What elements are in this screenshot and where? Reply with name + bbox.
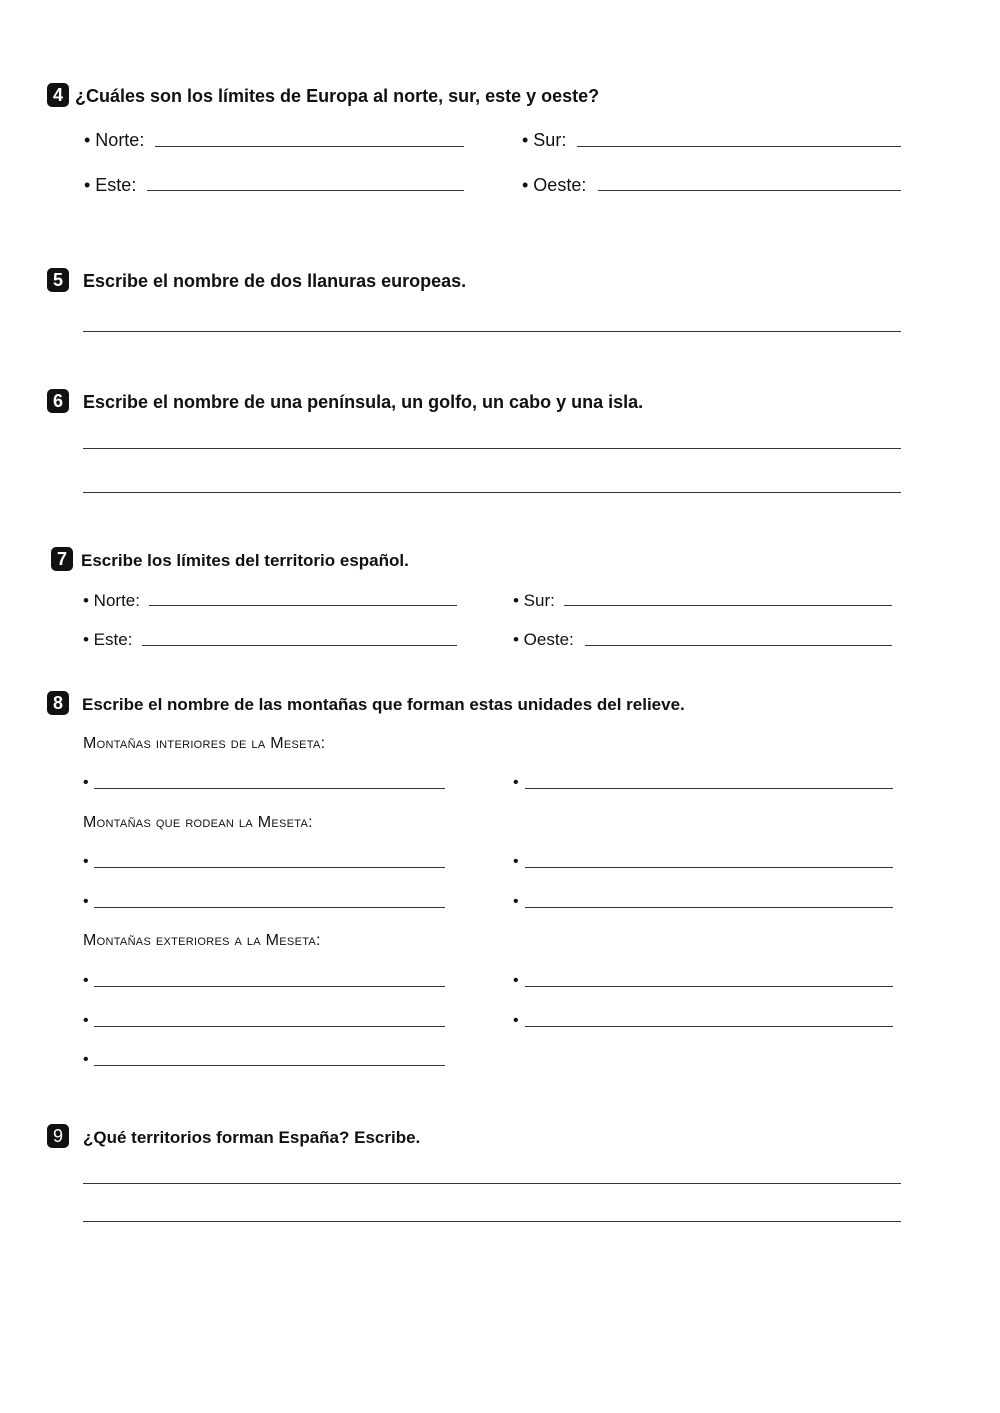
q7-sur-label: • Sur: [513, 591, 555, 610]
question-8-text: Escribe el nombre de las montañas que forman estas unidades del relieve. [82, 695, 685, 714]
question-number-5: 5 [47, 268, 69, 292]
q8-bullet: • [83, 774, 89, 791]
q8-bullet: • [83, 853, 89, 870]
q4-sur-answer-line[interactable] [577, 146, 901, 147]
q8-exteriores-line-4[interactable] [525, 1026, 893, 1027]
q8-group-exteriores-heading: Montañas exteriores a la Meseta: [83, 932, 321, 949]
q7-oeste-label: • Oeste: [513, 630, 574, 649]
q8-interiores-line-1[interactable] [94, 788, 445, 789]
q8-bullet: • [513, 774, 519, 791]
q8-bullet: • [83, 972, 89, 989]
question-number-9: 9 [47, 1124, 69, 1148]
question-9-text: ¿Qué territorios forman España? Escribe. [83, 1128, 421, 1147]
q4-norte-label: • Norte: [84, 130, 145, 150]
q8-exteriores-line-1[interactable] [94, 986, 445, 987]
q8-group-rodean-heading: Montañas que rodean la Meseta: [83, 814, 313, 831]
question-number-4: 4 [47, 83, 69, 107]
q8-rodean-line-4[interactable] [525, 907, 893, 908]
q8-rodean-line-3[interactable] [94, 907, 445, 908]
q8-bullet: • [513, 893, 519, 910]
q8-group-interiores-heading: Montañas interiores de la Meseta: [83, 735, 326, 752]
q8-bullet: • [513, 853, 519, 870]
q9-answer-line-1[interactable] [83, 1183, 901, 1184]
question-5-text: Escribe el nombre de dos llanuras europeas. [83, 271, 467, 291]
q6-answer-line-1[interactable] [83, 448, 901, 449]
q7-sur-answer-line[interactable] [564, 605, 892, 606]
q4-este-label: • Este: [84, 175, 137, 195]
q8-exteriores-line-3[interactable] [94, 1026, 445, 1027]
q5-answer-line[interactable] [83, 331, 901, 332]
q4-sur-label: • Sur: [522, 130, 567, 150]
question-7-text: Escribe los límites del territorio español. [81, 551, 409, 570]
q7-norte-label: • Norte: [83, 591, 140, 610]
q8-bullet: • [83, 1012, 89, 1029]
q4-oeste-label: • Oeste: [522, 175, 587, 195]
q7-norte-answer-line[interactable] [149, 605, 457, 606]
question-number-7: 7 [51, 547, 73, 571]
q8-bullet: • [513, 1012, 519, 1029]
question-number-8: 8 [47, 691, 69, 715]
q4-oeste-answer-line[interactable] [598, 190, 901, 191]
question-6-text: Escribe el nombre de una península, un golfo, un cabo y una isla. [83, 392, 644, 412]
q8-rodean-line-2[interactable] [525, 867, 893, 868]
q9-answer-line-2[interactable] [83, 1221, 901, 1222]
q8-bullet: • [83, 893, 89, 910]
q4-norte-answer-line[interactable] [155, 146, 464, 147]
question-number-6: 6 [47, 389, 69, 413]
q6-answer-line-2[interactable] [83, 492, 901, 493]
q8-exteriores-line-2[interactable] [525, 986, 893, 987]
q8-bullet: • [513, 972, 519, 989]
q8-interiores-line-2[interactable] [525, 788, 893, 789]
q8-rodean-line-1[interactable] [94, 867, 445, 868]
q7-este-answer-line[interactable] [142, 645, 457, 646]
q7-este-label: • Este: [83, 630, 133, 649]
q7-oeste-answer-line[interactable] [585, 645, 892, 646]
q4-este-answer-line[interactable] [147, 190, 464, 191]
q8-exteriores-line-5[interactable] [94, 1065, 445, 1066]
q8-bullet: • [83, 1051, 89, 1068]
question-4-text: ¿Cuáles son los límites de Europa al norte, sur, este y oeste? [75, 86, 600, 106]
